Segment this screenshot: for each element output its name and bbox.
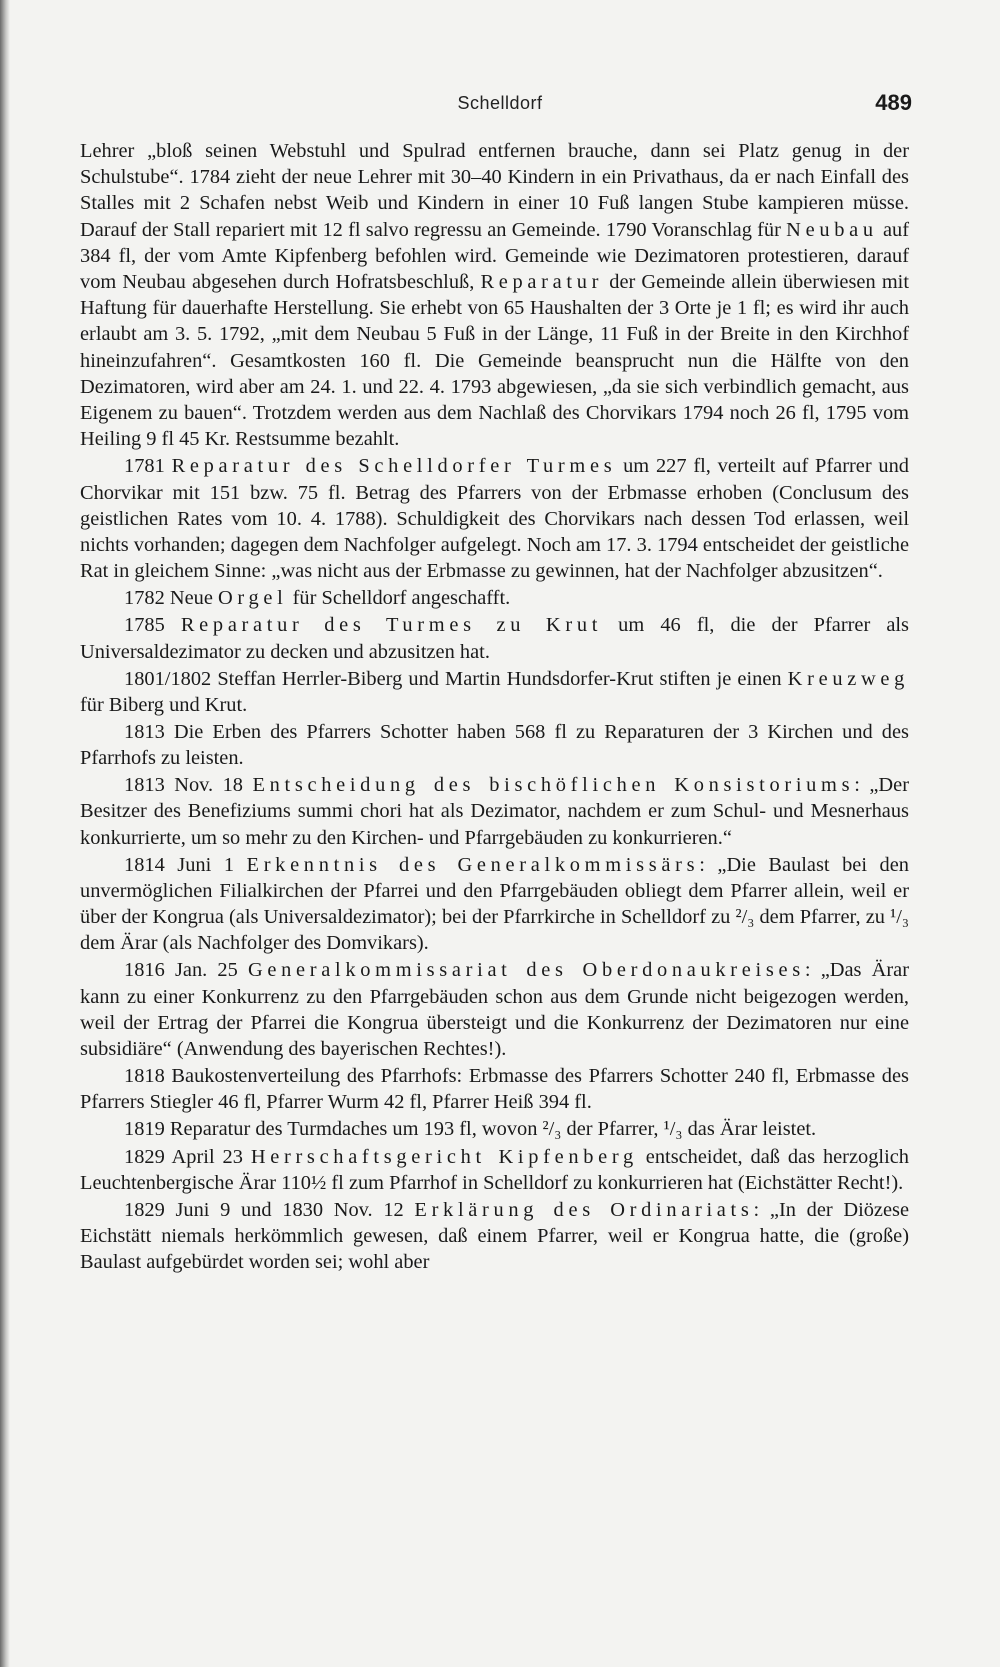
text-run: 1785: [124, 614, 181, 637]
paragraph: [80, 138, 909, 452]
text-run: : „Der Besitzer des Benefiziums summi chori hat als Dezimator, nachdem er zum Schul- und Mesnerhaus konkurrierte, um so mehr zu den Kirchen- und Pfarrgebäuden zu konkurrieren.“: [80, 774, 909, 849]
spaced-term: Generalkommissariat des Oberdonaukreises: [248, 959, 805, 982]
text-run: 1816 Jan. 25: [124, 959, 248, 982]
text-run: 1813 Die Erben des Pfarrers Schotter haben 568 fl zu Reparaturen der 3 Kirchen und des Pfarrhofs zu leisten.: [80, 720, 909, 770]
text-run: 1829 Juni 9 und 1830 Nov. 12: [124, 1198, 415, 1221]
spaced-term: Kreuzweg: [787, 667, 909, 690]
chronicle-entry: [80, 666, 909, 718]
spaced-term: Reparatur: [480, 271, 604, 294]
spaced-term: Erkenntnis des Generalkommissärs: [246, 853, 700, 876]
text-run: entscheidet, daß das herzoglich Leuchtenbergische Ärar 110½ fl zum Pfarrhof in Schelldorf zu konkurrieren hat (Eichstätter Recht!).: [80, 1145, 909, 1194]
spaced-term: Reparatur des Schelldorfer Turmes: [171, 455, 617, 478]
spaced-term: Orgel: [218, 587, 288, 610]
spaced-term: Entscheidung des bischöflichen Konsistoriums: [252, 774, 855, 797]
chronicle-entry: [80, 1144, 909, 1196]
chronicle-entry: [80, 772, 909, 851]
chronicle-entry: [80, 1116, 909, 1142]
text-run: um 46 fl, die der Pfarrer als Universaldezimator zu decken und abzusitzen hat.: [80, 614, 909, 663]
text-run: 1829 April 23: [124, 1145, 251, 1168]
body-text: [80, 138, 909, 1275]
scan-binding-shadow: [0, 0, 10, 1667]
spaced-term: Herrschaftsgericht Kipfenberg: [250, 1145, 638, 1168]
spaced-term: Erklärung des Ordinariats: [414, 1198, 754, 1221]
chronicle-entry: [80, 1063, 909, 1115]
chronicle-entry: [80, 957, 909, 1062]
chronicle-entry: [80, 852, 909, 957]
chronicle-entry: [80, 1197, 909, 1276]
text-run: 1782 Neue: [124, 587, 218, 610]
text-run: für Schelldorf angeschafft.: [287, 587, 511, 610]
text-run: 1819 Reparatur des Turmdaches um 193 fl, wovon ²/₃ der Pfarrer, ¹/₃ das Ärar leistet.: [124, 1118, 817, 1141]
text-run: 1813 Nov. 18: [124, 774, 253, 797]
page-number: 489: [875, 90, 912, 115]
text-run: : „Die Baulast bei den unvermöglichen Filialkirchen der Pfarrei und den Pfarrgebäuden obliegt dem Pfarrer allein, weil er über der Kongrua (als Universaldezimator); bei der Pfarrkirche in Schelldorf zu ²/₃ dem Pfarrer, zu ¹/₃ dem Ärar (als Nachfolger des Domvikars).: [80, 853, 909, 955]
text-run: 1818 Baukostenverteilung des Pfarrhofs: Erbmasse des Pfarrers Schotter 240 fl, Erbmasse des Pfarrers Stiegler 46 fl, Pfarrer Wurm 42 fl, Pfarrer Heiß 394 fl.: [80, 1065, 909, 1114]
text-run: der Gemeinde allein überwiesen mit Haftung für dauerhafte Herstellung. Sie erhebt von 65 Haushalten der 3 Orte je 1 fl; es wird ihr auch erlaubt am 3. 5. 1792, „mit dem Neubau 5 Fuß in der Länge, 11 Fuß in der Breite in den Kirchhof hineinzufahren“. Gesamtkosten 160 fl. Die Gemeinde beansprucht nun die Hälfte von den Dezimatoren, wird aber am 24. 1. und 22. 4. 1793 abgewiesen, „da sie sich verbindlich gemacht, aus Eigenem zu bauen“. Trotzdem werden aus dem Nachlaß des Chorvikars 1794 noch 26 fl, 1795 vom Heiling 9 fl 45 Kr. Restsumme bezahlt.: [80, 271, 910, 451]
chronicle-entry: [80, 719, 909, 771]
running-title: Schelldorf: [457, 93, 543, 113]
text-run: 1801/1802 Steffan Herrler-Biberg und Martin Hundsdorfer-Krut stiften je einen: [124, 667, 788, 690]
text-run: : „In der Diözese Eichstätt niemals herkömmlich gewesen, daß einem Pfarrer, weil er Kongrua hatte, die (große) Baulast aufgebürdet worden sei; wohl aber: [80, 1198, 910, 1274]
text-run: Lehrer „bloß seinen Webstuhl und Spulrad entfernen brauche, dann sei Platz genug in der Schulstube“. 1784 zieht der neue Lehrer mit 30–40 Kindern in ein Privathaus, da er nach Einfall des Stalles mit 2 Schafen nebst Weib und Kindern in einer 10 Fuß langen Stube kampieren müsse. Darauf der Stall repariert mit 12 fl salvo regressu an Gemeinde. 1790 Voranschlag für: [80, 140, 909, 241]
spaced-term: Reparatur des Turmes zu Krut: [180, 614, 603, 637]
text-run: : „Das Ärar kann zu einer Konkurrenz zu den Pfarrgebäuden schon aus dem Grunde nicht beigezogen werden, weil der Ertrag der Pfarrei die Kongrua übersteigt und die Konkurrenz der Dezimatoren nur eine subsidiäre“ (Anwendung des bayerischen Rechtes!).: [80, 959, 909, 1061]
spaced-term: Neubau: [786, 218, 878, 241]
chronicle-entry: [80, 612, 909, 664]
text-run: 1781: [124, 455, 172, 478]
chronicle-entry: [80, 453, 909, 584]
text-run: auf 384 fl, der vom Amte Kipfenberg befohlen wird. Gemeinde wie Dezimatoren protestieren, darauf vom Neubau abgesehen durch Hofratsbeschluß,: [80, 218, 910, 294]
text-run: um 227 fl, verteilt auf Pfarrer und Chorvikar mit 151 bzw. 75 fl. Betrag des Pfarrers von der Erbmasse erhoben (Conclusum des geistlichen Rates vom 10. 4. 1788). Schuldigkeit des Chorvikars nach dessen Tod erlassen, weil nichts vorhanden; dagegen dem Nachfolger aufgelegt. Noch am 17. 3. 1794 entscheidet der geistliche Rat in gleichem Sinne: „was nicht aus der Erbmasse zu gewinnen, hat der Nachfolger abzusitzen“.: [80, 455, 909, 583]
text-run: für Biberg und Krut.: [80, 693, 248, 716]
chronicle-entry: [80, 585, 909, 611]
text-run: 1814 Juni 1: [124, 853, 247, 876]
